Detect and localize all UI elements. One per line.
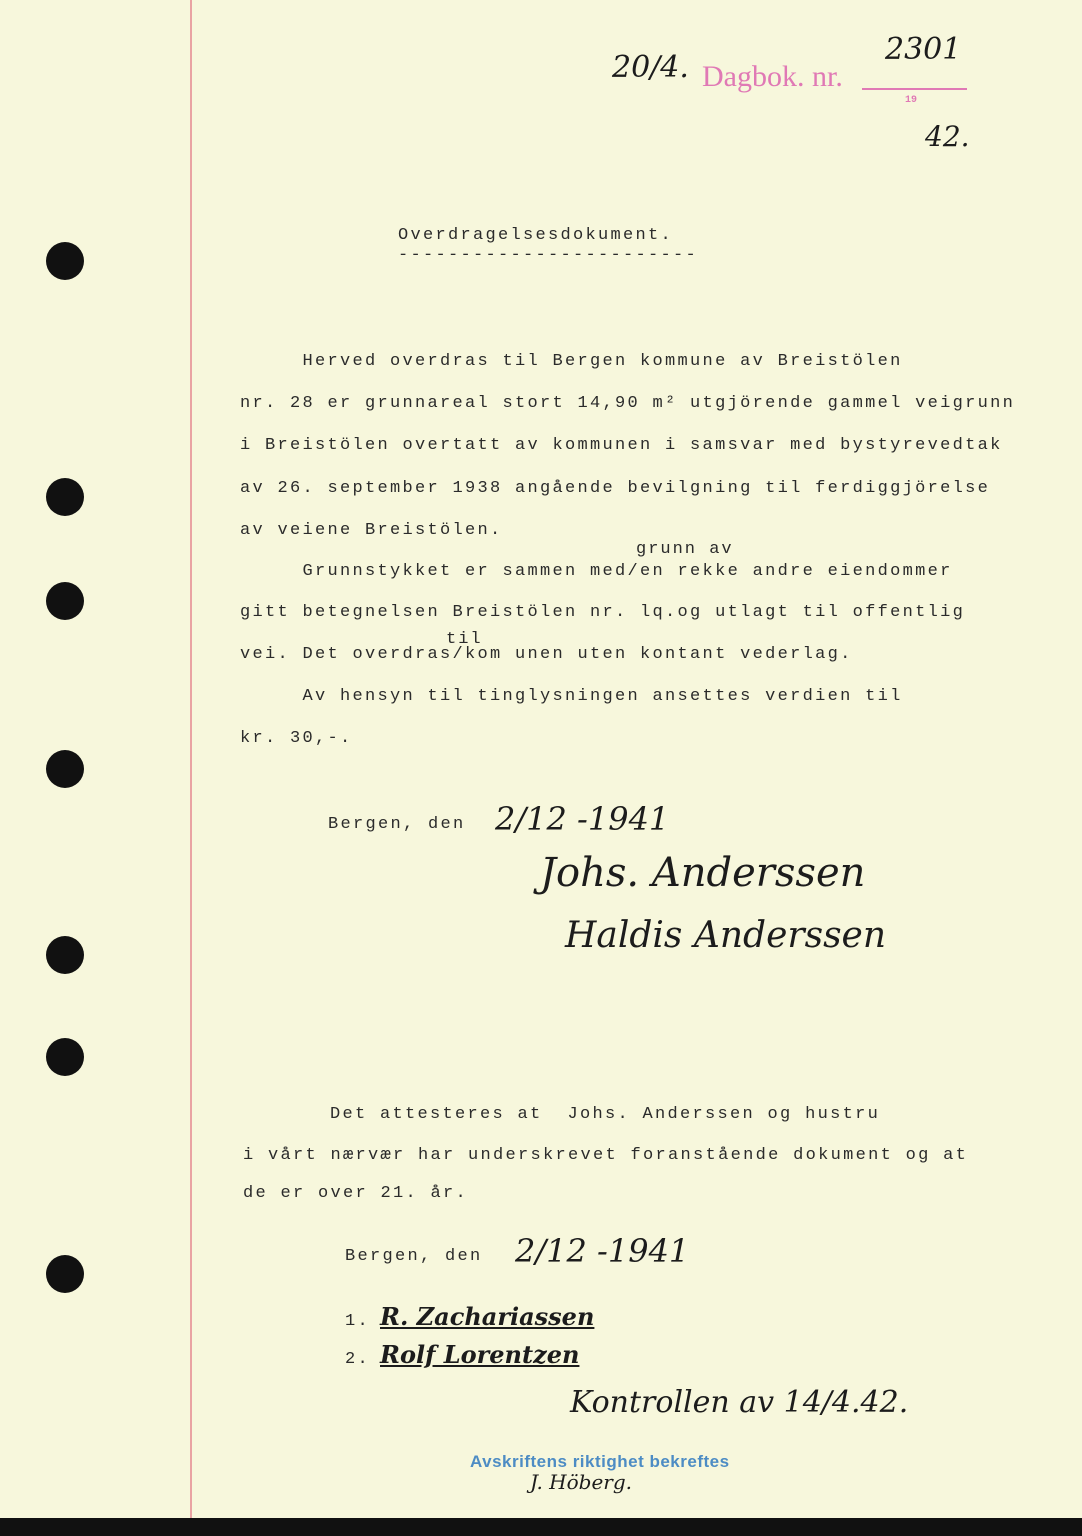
insertion-til: til — [446, 630, 483, 649]
punch-hole — [46, 1038, 84, 1076]
stamp-fraction-line — [862, 88, 967, 90]
signature: Johs. Anderssen — [540, 850, 866, 896]
attest-line: Det attesteres at Johs. Anderssen og hustru — [330, 1105, 881, 1124]
control-note: Kontrollen av 14/4.42. — [570, 1385, 909, 1420]
body-line: nr. 28 er grunnareal stort 14,90 m² utgjörende gammel veigrunn — [240, 394, 1016, 413]
signature: Haldis Anderssen — [565, 915, 887, 956]
margin-rule — [190, 0, 192, 1518]
body-line: Herved overdras til Bergen kommune av Breistölen — [240, 352, 903, 371]
handwritten-date: 2/12 -1941 — [495, 800, 670, 838]
punch-hole — [46, 750, 84, 788]
punch-hole — [46, 1255, 84, 1293]
handwritten-date: 20/4. — [612, 50, 689, 85]
title-underline: ------------------------ — [398, 246, 699, 265]
scan-edge — [0, 1518, 1082, 1536]
place-label: Bergen, den — [345, 1247, 483, 1266]
body-line: i Breistölen overtatt av kommunen i samsvar med bystyrevedtak — [240, 436, 1003, 455]
verification-signature: J. Höberg. — [530, 1470, 633, 1494]
witness-signature: Rolf Lorentzen — [380, 1340, 580, 1369]
year: 42. — [925, 120, 970, 153]
body-line: vei. Det overdras/kom unen uten kontant vederlag. — [240, 645, 853, 664]
body-line: av 26. september 1938 angående bevilgning til ferdiggjörelse — [240, 479, 991, 498]
witness-signature: R. Zachariassen — [380, 1302, 595, 1331]
entry-number: 2301 — [885, 32, 962, 67]
punch-hole — [46, 242, 84, 280]
body-line: Grunnstykket er sammen med/en rekke andre eiendommer — [240, 562, 953, 581]
attest-line: de er over 21. år. — [243, 1184, 469, 1203]
dagbok-stamp: Dagbok. nr. — [702, 60, 843, 93]
body-line: gitt betegnelsen Breistölen nr. lq.og utlagt til offentlig — [240, 603, 966, 622]
handwritten-date: 2/12 -1941 — [515, 1232, 690, 1270]
punch-hole — [46, 478, 84, 516]
place-label: Bergen, den — [328, 815, 466, 834]
attest-line: i vårt nærvær har underskrevet foranstående dokument og at — [243, 1146, 969, 1165]
insertion-grunn-av: grunn av — [636, 540, 734, 559]
body-line: av veiene Breistölen. — [240, 521, 503, 540]
witness-number: 2. — [345, 1350, 371, 1369]
punch-hole — [46, 936, 84, 974]
verification-stamp: Avskriftens riktighet bekreftes — [470, 1452, 730, 1471]
document-title: Overdragelsesdokument. — [398, 226, 674, 245]
punch-hole — [46, 582, 84, 620]
body-line: kr. 30,-. — [240, 729, 353, 748]
stamp-year-prefix: 19 — [905, 95, 918, 106]
body-line: Av hensyn til tinglysningen ansettes verdien til — [240, 687, 903, 706]
witness-number: 1. — [345, 1312, 371, 1331]
